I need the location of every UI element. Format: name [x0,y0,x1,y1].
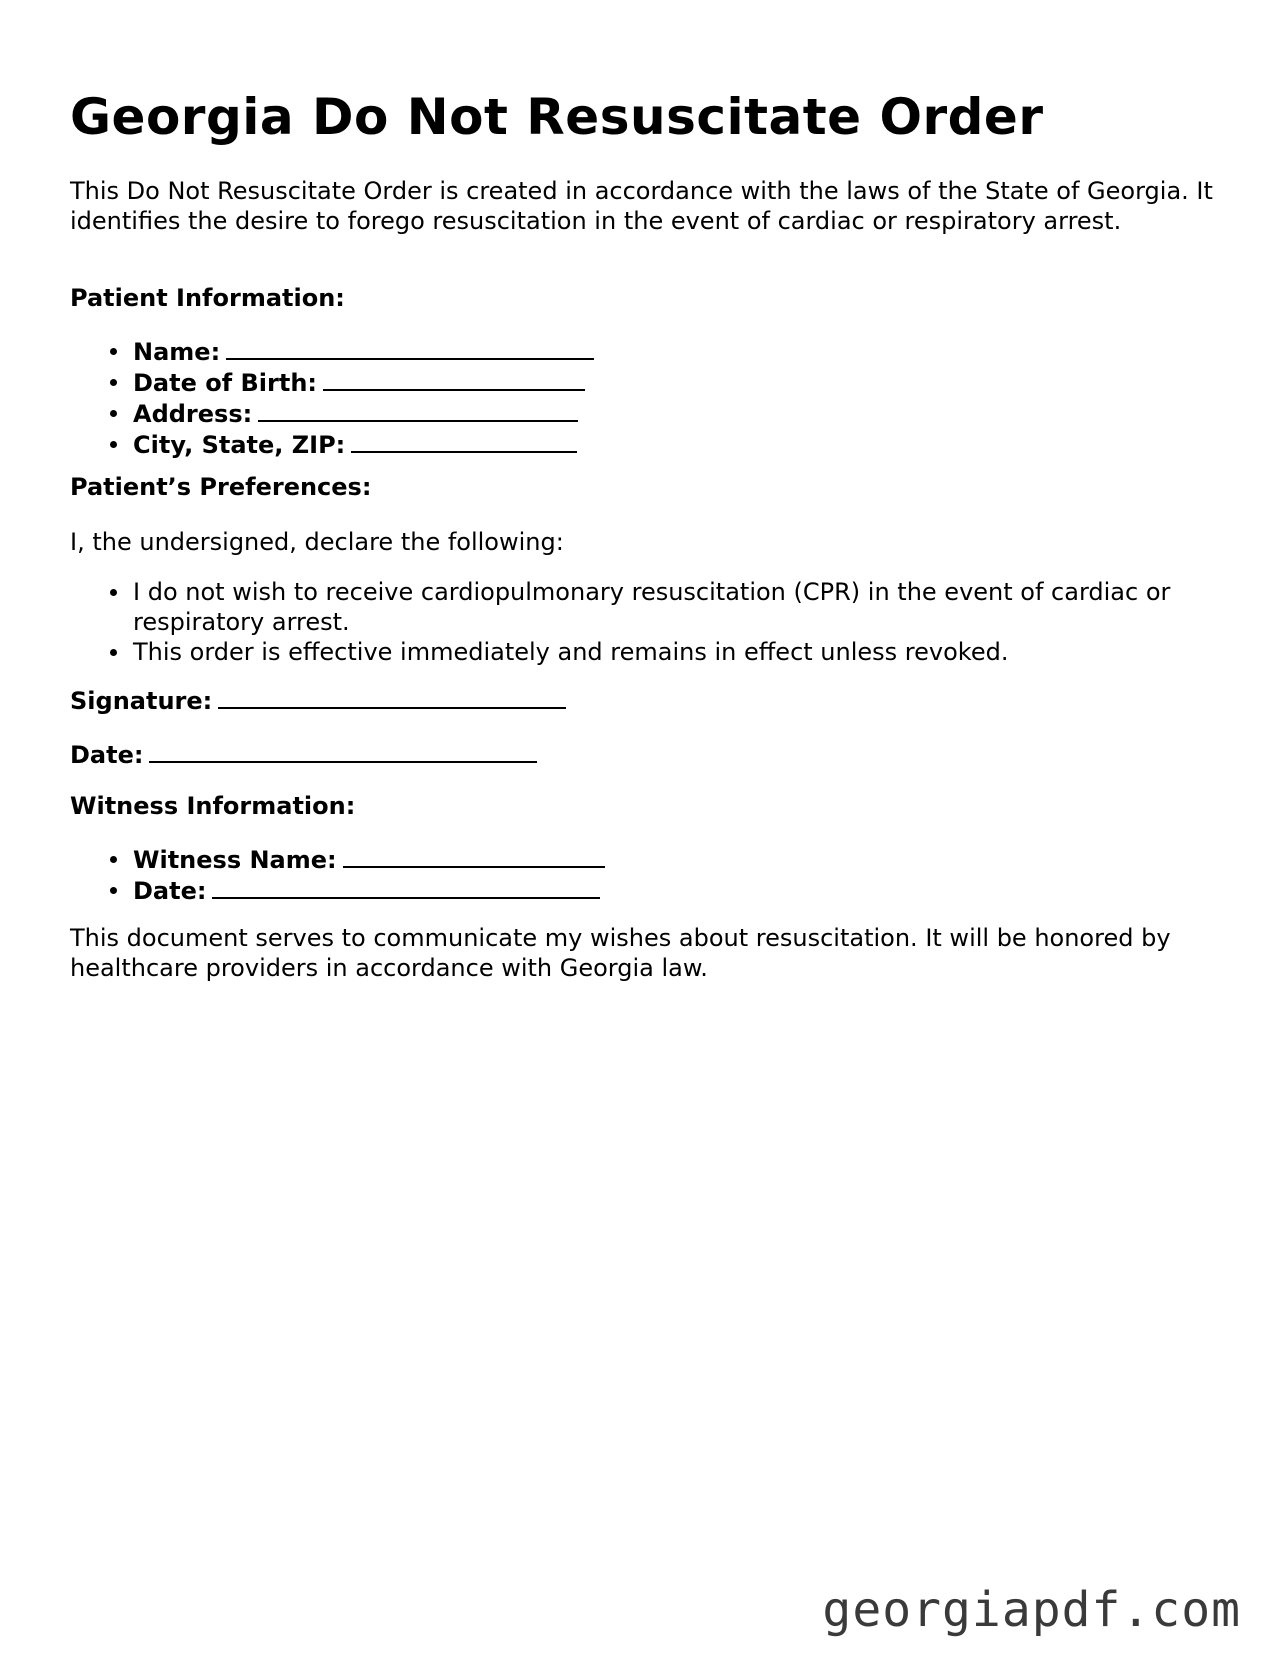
address-label: Address: [133,400,253,428]
preferences-heading: Patient’s Preferences: [70,473,372,501]
closing-paragraph: This document serves to communicate my wishes about resuscitation. It will be honored by healthcare providers in accordance with Georgia law. [70,924,1171,982]
date-label: Date: [70,741,144,769]
list-item [133,398,1243,429]
witness-heading: Witness Information: [70,792,356,820]
signature-row [70,685,566,716]
declaration-text: I, the undersigned, declare the following: [70,528,564,556]
patient-info-list [70,336,1243,460]
list-item: This order is effective immediately and remains in effect unless revoked. [133,637,1243,667]
date-field[interactable] [149,739,537,763]
list-item [133,367,1243,398]
address-field[interactable] [258,398,578,422]
document-title: Georgia Do Not Resuscitate Order [70,88,1044,146]
list-item [133,336,1243,367]
city-state-zip-field[interactable] [351,429,577,453]
patient-info-heading: Patient Information: [70,284,345,312]
dob-field[interactable] [323,367,585,391]
intro-paragraph: This Do Not Resuscitate Order is created in accordance with the laws of the State of Georgia. It identifies the desire to forego resuscitation in the event of cardiac or respiratory arrest. [70,177,1213,235]
name-field[interactable] [226,336,594,360]
list-item: I do not wish to receive cardiopulmonary resuscitation (CPR) in the event of cardiac or respiratory arrest. [133,577,1243,637]
preferences-list [70,577,1243,667]
witness-name-label: Witness Name: [133,846,337,874]
list-item [133,429,1243,460]
name-label: Name: [133,338,221,366]
dob-label: Date of Birth: [133,369,318,397]
date-row [70,739,537,770]
witness-name-field[interactable] [343,844,605,868]
list-item [133,844,1243,875]
witness-date-field[interactable] [212,875,600,899]
witness-date-label: Date: [133,877,207,905]
watermark-logo: georgiapdf.com [822,1582,1241,1638]
list-item [133,875,1243,906]
signature-label: Signature: [70,687,213,715]
city-state-zip-label: City, State, ZIP: [133,431,346,459]
witness-list [70,844,1243,906]
signature-field[interactable] [218,685,566,709]
